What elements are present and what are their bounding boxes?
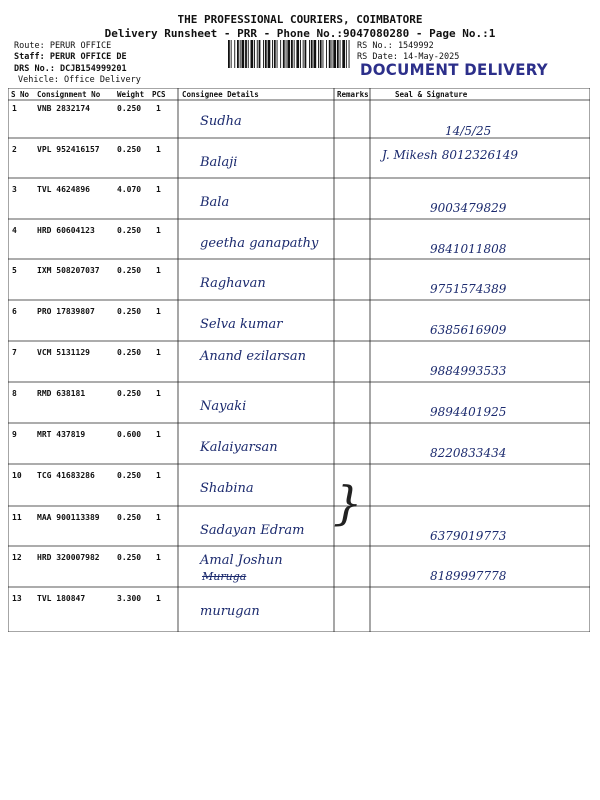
runsheet-title: THE PROFESSIONAL COURIERS, COIMBATORE (177, 13, 423, 26)
row-signature: 9884993533 (430, 364, 507, 378)
row-sno: 3 (12, 185, 17, 194)
row-consignment-no: PRO 17839807 (37, 307, 95, 316)
row-weight: 3.300 (117, 594, 142, 603)
route-label: Route: PERUR OFFICE (14, 41, 112, 51)
row-consignee-name: Balaji (200, 155, 238, 170)
row-sno: 7 (12, 348, 17, 357)
row-weight: 0.250 (117, 471, 142, 480)
row-consignee-name: Kalaiyarsan (200, 440, 278, 455)
row-consignment-no: MAA 900113389 (37, 513, 100, 522)
row-signature: 6379019773 (430, 529, 507, 543)
row-consignment-no: IXM 508207037 (37, 266, 100, 275)
row-consignment-no: TVL 180847 (37, 594, 86, 603)
row-weight: 0.250 (117, 513, 142, 522)
row-pcs: 1 (156, 226, 161, 235)
vehicle-label: Vehicle: Office Delivery (18, 75, 141, 85)
row-consignee-name: Shabina (200, 481, 254, 496)
staff-label: Staff: PERUR OFFICE DE (14, 52, 127, 62)
row-signature: 9841011808 (430, 242, 507, 256)
row-consignment-no: TCG 41683286 (37, 471, 95, 480)
rs-date: RS Date: 14-May-2025 (357, 52, 460, 62)
struck-out-handwriting: Muruga (202, 570, 247, 583)
column-header-consignee: Consignee Details (182, 90, 259, 99)
row-pcs: 1 (156, 553, 161, 562)
row-signature: 9751574389 (430, 282, 507, 296)
row-consignment-no: VPL 952416157 (37, 145, 100, 154)
row-signature: 9003479829 (430, 201, 507, 215)
row-weight: 4.070 (117, 185, 142, 194)
column-header-consignment: Consignment No (37, 90, 101, 99)
row-weight: 0.250 (117, 104, 142, 113)
row-consignment-no: HRD 60604123 (37, 226, 95, 235)
row-consignee-name: Anand ezilarsan (200, 349, 306, 364)
row-signature: 8189997778 (430, 569, 507, 583)
row-sno: 8 (12, 389, 17, 398)
row-consignment-no: RMD 638181 (37, 389, 86, 398)
row-consignee-name: murugan (200, 604, 260, 619)
row-pcs: 1 (156, 307, 161, 316)
row-sno: 11 (12, 513, 22, 522)
row-pcs: 1 (156, 513, 161, 522)
brace-mark: } (333, 476, 363, 530)
column-header-pcs: PCS (152, 90, 166, 99)
column-header-remarks: Remarks (337, 90, 369, 99)
row-pcs: 1 (156, 594, 161, 603)
row-sno: 9 (12, 430, 17, 439)
row-sno: 1 (12, 104, 17, 113)
column-header-weight: Weight (117, 90, 145, 99)
row-signature: J. Mikesh 8012326149 (382, 148, 519, 162)
row-sno: 6 (12, 307, 17, 316)
row-pcs: 1 (156, 430, 161, 439)
column-header-seal: Seal & Signature (395, 90, 468, 99)
row-pcs: 1 (156, 104, 161, 113)
barcode-image (228, 40, 350, 68)
row-weight: 0.250 (117, 348, 142, 357)
row-weight: 0.250 (117, 226, 142, 235)
row-signature: 9894401925 (430, 405, 507, 419)
document-delivery-stamp: DOCUMENT DELIVERY (360, 60, 548, 80)
row-sno: 13 (12, 594, 22, 603)
row-sno: 10 (12, 471, 22, 480)
row-consignee-name: Sadayan Edram (200, 523, 305, 538)
row-sno: 5 (12, 266, 17, 275)
row-consignment-no: VNB 2832174 (37, 104, 90, 113)
row-consignee-name: geetha ganapathy (200, 236, 319, 251)
row-consignee-name: Bala (200, 195, 230, 210)
row-signature: 6385616909 (430, 323, 507, 337)
row-weight: 0.250 (117, 145, 142, 154)
row-pcs: 1 (156, 471, 161, 480)
row-pcs: 1 (156, 389, 161, 398)
drs-number: DRS No.: DCJB154999201 (14, 64, 127, 74)
row-weight: 0.250 (117, 553, 142, 562)
row-pcs: 1 (156, 266, 161, 275)
row-consignee-name: Nayaki (200, 399, 247, 414)
row-consignee-name: Amal Joshun (200, 553, 283, 568)
row-pcs: 1 (156, 185, 161, 194)
row-sno: 12 (12, 553, 22, 562)
column-header-sno: S No (11, 90, 30, 99)
rs-number: RS No.: 1549992 (357, 41, 434, 51)
row-sno: 2 (12, 145, 17, 154)
row-weight: 0.250 (117, 266, 142, 275)
row-weight: 0.250 (117, 307, 142, 316)
row-pcs: 1 (156, 348, 161, 357)
row-consignment-no: HRD 320007982 (37, 553, 100, 562)
row-consignment-no: TVL 4624896 (37, 185, 90, 194)
row-consignee-name: Raghavan (200, 276, 266, 291)
row-weight: 0.600 (117, 430, 142, 439)
runsheet-subtitle: Delivery Runsheet - PRR - Phone No.:9047080280 - Page No.:1 (104, 27, 496, 40)
row-consignment-no: VCM 5131129 (37, 348, 90, 357)
row-consignee-name: Sudha (200, 114, 242, 129)
row-weight: 0.250 (117, 389, 142, 398)
row-pcs: 1 (156, 145, 161, 154)
row-signature: 8220833434 (430, 446, 507, 460)
row-consignee-name: Selva kumar (200, 317, 283, 332)
row-signature: 14/5/25 (445, 124, 492, 138)
row-sno: 4 (12, 226, 17, 235)
row-consignment-no: MRT 437819 (37, 430, 86, 439)
